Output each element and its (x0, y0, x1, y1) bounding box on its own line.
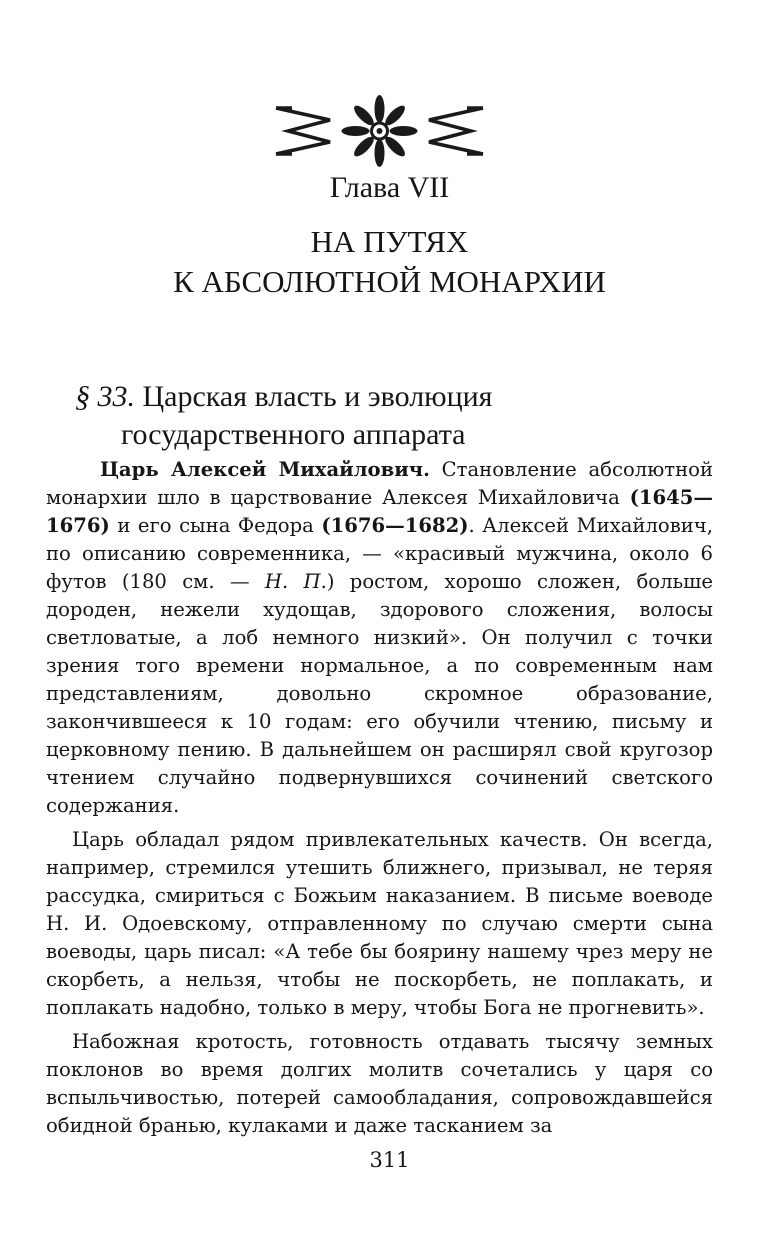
paragraph-lead: Царь Алексей Михайлович. (100, 458, 430, 481)
author-initials: Н. П. (264, 570, 327, 593)
paragraph-1-text-d: ) ростом, хорошо сложен, больше дороден, нежели худощав, здорового сложения, волосы светловатые, а лоб немного низкий». Он получил с точки зрения того времени нормальное, а по современным нам представлениям, довольно скромное образование, закончившееся к 10 годам: его обучили чтению, письму и церковному пению. В дальнейшем он расширял свой кругозор чтением случайно подвернувшихся сочинений светского содержания. (46, 570, 713, 817)
paragraph-1-text-a: Становление абсолютной монархии шло в царствование Алексея Михайловича (46, 458, 714, 509)
paragraph-1-text-c: . Алексей Михайлович, по описанию современника, — «красивый мужчина, около 6 футов (180 см. — (46, 514, 713, 593)
paragraph-1-text-b: и его сына Федора (109, 514, 322, 537)
chapter-label: Глава VII (329, 171, 450, 204)
paragraph-2: Царь обладал рядом привлекательных качеств. Он всегда, например, стремился утешить ближнего, призывал, не теряя рассудка, смириться с Божьим наказанием. В письме воеводе Н. И. Одоевскому, отправленному по случаю смерти сына воеводы, царь писал: «А тебе бы боярину нашему чрез меру не скорбеть, а нельзя, чтобы не поскорбеть, не поплакать, и поплакать надобно, только в меру, чтобы Бога не прогневить». (46, 828, 713, 1019)
reign-years-alexei: (1645—1676) (46, 486, 713, 537)
flower-ornament-icon (272, 92, 487, 170)
chapter-title-line-1: НА ПУТЯХ (310, 224, 469, 259)
paragraph-1 (46, 456, 713, 820)
body-text (46, 456, 713, 1140)
chapter-title (0, 222, 779, 302)
section-heading (75, 378, 735, 454)
paragraph-3: Набожная кротость, готовность отдавать тысячу земных поклонов во время долгих молитв сочетались у царя со вспыльчивостью, потерей самообладания, сопровождавшейся обидной бранью, кулаками и даже тасканием за (46, 1030, 713, 1137)
chapter-title-line-2: К АБСОЛЮТНОЙ МОНАРХИИ (173, 264, 606, 299)
section-title-line-2: государственного аппарата (121, 418, 466, 451)
page-number: 311 (369, 1148, 410, 1172)
reign-years-fedor: (1676—1682) (321, 514, 469, 537)
section-title-line-1: Царская власть и эволюция (142, 380, 493, 413)
section-number: § 33. (75, 380, 135, 413)
